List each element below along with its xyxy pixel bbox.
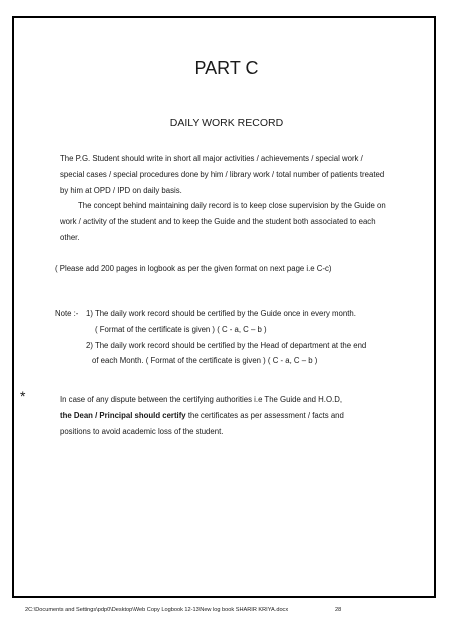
note-item-2: 2) The daily work record should be certified by the Head of department at the end: [86, 341, 367, 350]
note-item-2-sub: of each Month. ( Format of the certificate is given ) ( C - a, C – b ): [92, 356, 318, 365]
dispute-line-3: positions to avoid academic loss of the student.: [60, 427, 224, 436]
intro-line-4: The concept behind maintaining daily record is to keep close supervision by the Guide on: [78, 201, 386, 210]
intro-line-1: The P.G. Student should write in short all major activities / achievements / special work /: [60, 154, 363, 163]
part-title: PART C: [194, 58, 259, 78]
note-item-1-sub: ( Format of the certificate is given ) ( C - a, C – b ): [95, 325, 267, 334]
intro-line-5: work / activity of the student and to keep the Guide and the student both associated to each: [60, 217, 376, 226]
intro-line-2: special cases / special procedures done by him / library work / total number of patients treated: [60, 170, 385, 179]
note-label: Note :-: [55, 309, 79, 318]
dispute-line-2-rest: the certificates as per assessment / facts and: [185, 411, 344, 420]
dispute-line-2: [60, 408, 344, 424]
intro-line-3: by him at OPD / IPD on daily basis.: [60, 186, 182, 195]
dispute-bold-text: the Dean / Principal should certify: [60, 411, 186, 420]
footer-page-number: 28: [335, 607, 342, 613]
dispute-line-1: In case of any dispute between the certifying authorities i.e The Guide and H.O.D,: [60, 395, 343, 404]
asterisk-marker: *: [20, 388, 26, 404]
section-title: DAILY WORK RECORD: [169, 117, 284, 129]
instruction-text: ( Please add 200 pages in logbook as per the given format on next page i.e C-c): [55, 264, 332, 273]
intro-line-6: other.: [60, 233, 80, 242]
footer-file-path: 2C:\Documents and Settings\pdp0\Desktop\Web Copy Logbook 12-13\New log book SHARIR KRIYA.docx: [25, 607, 289, 613]
note-item-1: 1) The daily work record should be certified by the Guide once in every month.: [86, 309, 356, 318]
